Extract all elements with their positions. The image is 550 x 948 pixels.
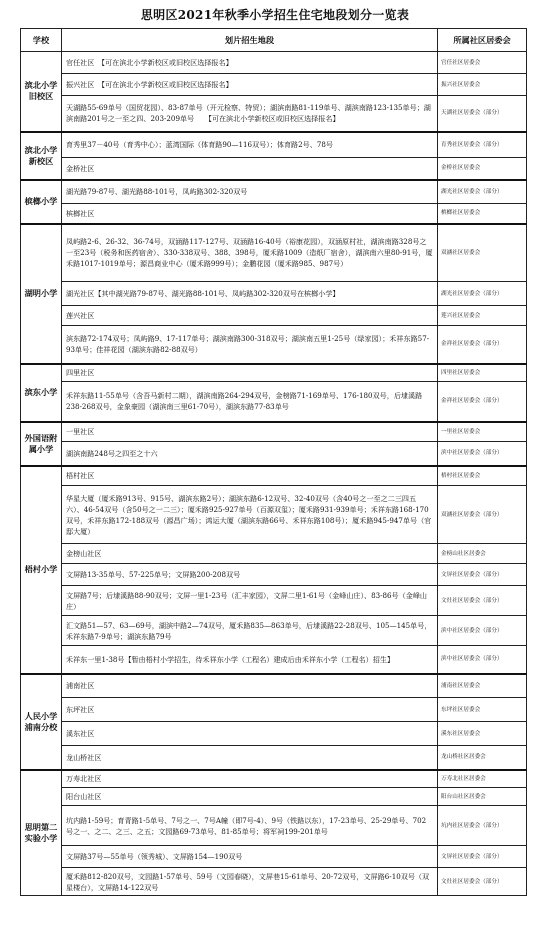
area-cell: 文屏路13-35单号、57-225单号；文屏路200-208双号 [62,564,438,586]
committee-cell: 坑内社区居委会（部分） [438,806,527,846]
committee-cell: 文灶社区居委会（部分） [438,868,527,896]
table-row [21,806,527,846]
committee-cell: 梧村社区居委会 [438,466,527,486]
committee-cell: 金榜山社区居委会 [438,544,527,564]
page-title: 思明区2021年秋季小学招生住宅地段划分一览表 [140,8,410,22]
table-row [21,180,527,204]
table-row [21,132,527,158]
header-committee: 所属社区居委会 [438,29,527,52]
table-row [21,788,527,806]
committee-cell: 湖光社区居委会（部分） [438,282,527,306]
area-cell: 四里社区 [62,364,438,382]
school-name: 思明第二实验小学 [21,770,62,896]
committee-cell: 金桥社区居委会 [438,158,527,180]
committee-cell: 一里社区居委会 [438,422,527,442]
school-name: 滨北小学新校区 [21,132,62,180]
table-row [21,646,527,674]
table-row [21,224,527,282]
school-name: 人民小学浦南分校 [21,674,62,770]
committee-cell: 双涵社区居委会（部分） [438,486,527,544]
committee-cell: 莲兴社区居委会 [438,306,527,326]
table-header-row [21,29,527,52]
area-cell: 禾祥东一里1-38号【暂由梧村小学招生，待禾祥东小学（工程名）建成后由禾祥东小学（工程名）招生】 [62,646,438,674]
area-cell: 坑内路1-59号；育青路1-5单号、7号之一、7号A幢（即7号-4）、9号（铁路以东），17-23单号、25-29单号、702号之一、之二、之三、之五；文园路69-73单号、81-85单号；将军祠199-201单号 [62,806,438,846]
area-cell: 东坪社区 [62,698,438,722]
table-row [21,616,527,646]
committee-cell: 滨中社区居委会（部分） [438,616,527,646]
committee-cell: 龙山桥社区居委会 [438,746,527,770]
committee-cell: 湖光社区居委会（部分） [438,180,527,204]
committee-cell: 文屏社区居委会（部分） [438,846,527,868]
area-cell: 溪东社区 [62,722,438,746]
committee-cell: 东坪社区居委会 [438,698,527,722]
area-cell: 育秀里37－40号（育秀中心）；蓝湾国际（体育路90—116双号）；体育路2号、78号 [62,132,438,158]
table-row [21,698,527,722]
area-cell: 官任社区 【可在滨北小学新校区或旧校区选择报名】 [62,52,438,74]
table-row [21,204,527,224]
committee-cell: 溪东社区居委会 [438,722,527,746]
table-row [21,326,527,364]
area-cell: 文屏路7号；后埭溪路88-90双号；文屏一里1-23号（汇丰家园），文屏二里1-61号（金峰山庄）、83-86号（金峰山庄） [62,586,438,616]
area-cell: 一里社区 [62,422,438,442]
area-cell: 文屏路37号—55单号（领秀城）、文屏路154—190双号 [62,846,438,868]
committee-cell: 天湖社区居委会（部分） [438,96,527,132]
area-cell: 莲兴社区 [62,306,438,326]
table-row [21,96,527,132]
table-row [21,770,527,788]
area-cell: 金桥社区 [62,158,438,180]
committee-cell: 金祥社区居委会（部分） [438,326,527,364]
area-cell: 滨东路72-174双号；凤屿路9、17-117单号；湖滨南路300-318双号；湖滨南五里1-25号（绿家园）；禾祥东路57-93单号；佳祥花园（湖滨东路82-88双号） [62,326,438,364]
table-row [21,586,527,616]
area-cell: 金榜山社区 [62,544,438,564]
committee-cell: 文灶社区居委会（部分） [438,586,527,616]
table-row [21,746,527,770]
committee-cell: 槟榔社区居委会 [438,204,527,224]
committee-cell: 四里社区居委会 [438,364,527,382]
school-name: 滨北小学旧校区 [21,52,62,132]
committee-cell: 金祥社区居委会（部分） [438,382,527,422]
table-row [21,306,527,326]
header-area: 划片招生地段 [62,29,438,52]
area-cell: 梧村社区 [62,466,438,486]
area-cell: 阳台山社区 [62,788,438,806]
area-cell: 湖光路79-87号、湖光路88-101号，凤屿路302-320双号 [62,180,438,204]
committee-cell: 滨中社区居委会（部分） [438,646,527,674]
area-cell: 浦南社区 [62,674,438,698]
table-row [21,722,527,746]
area-cell: 凤屿路2-6、26-32、36-74号，双涵路117-127号、双涵路16-40号（裕康花园），双涵原村社，湖滨南路328号之一至23号（税务和医药宿舍）、330-338双号、388、398号，厦禾路1009（造纸厂宿舍），湖滨南六里80-91号，厦禾路1017-1019单号；源昌商业中心（厦禾路999号）；金鹏花园（厦禾路985、987号） [62,224,438,282]
school-name: 滨东小学 [21,364,62,422]
table-row [21,466,527,486]
area-cell: 槟榔社区 [62,204,438,224]
table-row [21,282,527,306]
committee-cell: 双涵社区居委会 [438,224,527,282]
table-row [21,74,527,96]
committee-cell: 滨中社区居委会（部分） [438,442,527,466]
area-cell: 汇文路51—57、63—69号，湖滨中路2—74双号，厦禾路835—863单号，后埭溪路22-28双号、105—145单号，禾祥东路7-9单号；湖滨东路79号 [62,616,438,646]
area-cell: 龙山桥社区 [62,746,438,770]
table-row [21,52,527,74]
committee-cell: 浦南社区居委会 [438,674,527,698]
table-row [21,564,527,586]
area-cell: 华星大厦（厦禾路913号、915号、湖滨东路2号）；湖滨东路6-12双号、32-40双号（含40号之一至之二三四五六）、46-54双号（含50号之一二三）；厦禾路925-927单号（百源双玺）；厦禾路931-939单号；禾祥东路168-170双号，禾祥东路172-188双号（源昌广场）；鸿运大厦（湖滨东路66号、禾祥东路108号）；厦禾路945-947单号（官邸大厦） [62,486,438,544]
table-row [21,674,527,698]
table-row [21,544,527,564]
table-row [21,382,527,422]
area-cell: 厦禾路812-820双号，文园路1-57单号、59号（文园春晓），文屏巷15-61单号、20-72双号，文屏路6-10双号（双星楼台），文屏路14-122双号 [62,868,438,896]
committee-cell: 阳台山社区居委会 [438,788,527,806]
committee-cell: 文屏社区居委会（部分） [438,564,527,586]
school-district-table [20,28,527,896]
table-row [21,846,527,868]
area-cell: 万寿北社区 [62,770,438,788]
table-row [21,868,527,896]
area-cell: 振兴社区 【可在滨北小学新校区或旧校区选择报名】 [62,74,438,96]
table-row [21,442,527,466]
area-cell: 湖光社区【其中湖光路79-87号、湖光路88-101号、凤屿路302-320双号在槟榔小学】 [62,282,438,306]
table-row [21,486,527,544]
school-name: 槟榔小学 [21,180,62,224]
school-name: 外国语附属小学 [21,422,62,466]
committee-cell: 振兴社区居委会 [438,74,527,96]
area-cell: 禾祥东路11-55单号（含吾马新村二期），湖滨南路264-294双号，金榜路71-169单号、176-180双号，后埭溪路238-268双号，金象豪园（湖滨南三里61-70号），湖滨东路77-83单号 [62,382,438,422]
committee-cell: 万寿北社区居委会 [438,770,527,788]
committee-cell: 育秀社区居委会（部分） [438,132,527,158]
table-row [21,364,527,382]
school-name: 梧村小学 [21,466,62,674]
table-body [21,52,527,896]
header-school: 学校 [21,29,62,52]
committee-cell: 官任社区居委会 [438,52,527,74]
table-row [21,158,527,180]
school-name: 湖明小学 [21,224,62,364]
table-row [21,422,527,442]
area-cell: 天湖路55-69单号（国贸花园）、83-87单号（开元检察、特贸）；湖滨南路81-119单号、湖滨南路123-135单号；湖滨南路201号之一至之四、203-209单号 【可在滨北小学新校区或旧校区选择报名】 [62,96,438,132]
area-cell: 湖滨南路248号之四至之十六 [62,442,438,466]
